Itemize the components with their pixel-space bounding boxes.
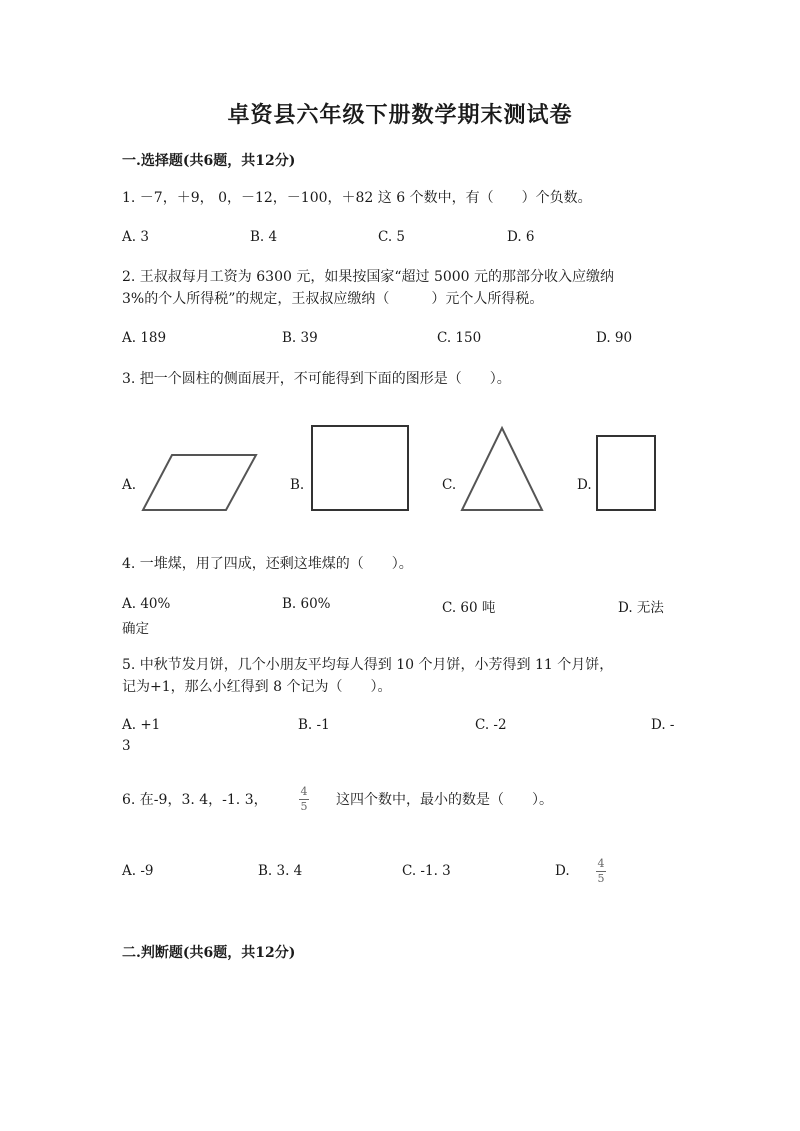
question-5-text-line1: 5. 中秋节发月饼，几个小朋友平均每人得到 10 个月饼，小芳得到 11 个月饼， (122, 657, 614, 673)
fraction-numerator: 4 (300, 785, 308, 798)
question-1-option-a[interactable]: A. 3 (122, 229, 149, 245)
question-5-text-line2: 记为+1，那么小红得到 8 个记为（ ）。 (122, 679, 392, 695)
question-6-text-suffix: 这四个数中，最小的数是（ ）。 (336, 792, 553, 808)
section-heading-judgement: 二.判断题(共6题，共12分) (122, 945, 296, 961)
question-3-option-b[interactable]: B. (290, 477, 305, 493)
question-5-option-b[interactable]: B. -1 (298, 717, 330, 733)
question-2-text-line1: 2. 王叔叔每月工资为 6300 元，如果按国家“超过 5000 元的那部分收入应缴纳 (122, 269, 615, 285)
question-2-option-d[interactable]: D. 90 (596, 330, 633, 346)
question-5-option-a[interactable]: A. +1 (122, 717, 161, 733)
question-2-option-a[interactable]: A. 189 (122, 330, 167, 346)
question-1-text: 1. －7，＋9， 0，－12，－100，＋82 这 6 个数中，有（ ）个负数。 (122, 190, 592, 206)
question-3-option-d[interactable]: D. (577, 477, 592, 493)
page-title: 卓资县六年级下册数学期末测试卷 (227, 102, 573, 128)
question-4-option-c[interactable]: C. 60 吨 (442, 600, 496, 616)
question-4-option-b[interactable]: B. 60% (282, 596, 331, 612)
fraction-denominator: 5 (300, 800, 308, 813)
question-3-text: 3. 把一个圆柱的侧面展开，不可能得到下面的图形是（ ）。 (122, 371, 511, 387)
question-6-option-a[interactable]: A. -9 (122, 863, 154, 879)
question-2-option-b[interactable]: B. 39 (282, 330, 318, 346)
fraction-numerator: 4 (597, 857, 605, 870)
question-5-option-d-wrap: 3 (122, 738, 131, 754)
question-4-option-d-wrap: 确定 (122, 621, 149, 637)
question-4-text: 4. 一堆煤，用了四成，还剩这堆煤的（ ）。 (122, 556, 413, 572)
question-6-fraction (299, 786, 309, 813)
question-4-option-a[interactable]: A. 40% (122, 596, 171, 612)
rectangle-shape (595, 434, 659, 514)
question-5-option-c[interactable]: C. -2 (475, 717, 507, 733)
question-1-option-d[interactable]: D. 6 (507, 229, 535, 245)
question-6-option-d-fraction (596, 858, 606, 885)
question-3-option-a[interactable]: A. (122, 477, 137, 493)
fraction-denominator: 5 (597, 872, 605, 885)
question-6-option-c[interactable]: C. -1. 3 (402, 863, 451, 879)
question-5-option-d[interactable]: D. - (651, 717, 675, 733)
question-2-option-c[interactable]: C. 150 (437, 330, 482, 346)
section-heading-choice: 一.选择题(共6题，共12分) (122, 153, 296, 169)
question-3-option-c[interactable]: C. (442, 477, 457, 493)
question-2-text-line2: 3%的个人所得税”的规定，王叔叔应缴纳（ ）元个人所得税。 (122, 291, 544, 307)
question-1-option-b[interactable]: B. 4 (250, 229, 278, 245)
triangle-shape (458, 424, 548, 514)
question-1-option-c[interactable]: C. 5 (378, 229, 406, 245)
parallelogram-shape (140, 450, 260, 514)
question-4-option-d[interactable]: D. 无法 (618, 600, 664, 616)
question-6-option-d[interactable]: D. (555, 863, 570, 879)
square-shape (310, 424, 412, 514)
question-6-text-prefix: 6. 在-9，3. 4，-1. 3， (122, 792, 268, 808)
question-6-option-b[interactable]: B. 3. 4 (258, 863, 303, 879)
